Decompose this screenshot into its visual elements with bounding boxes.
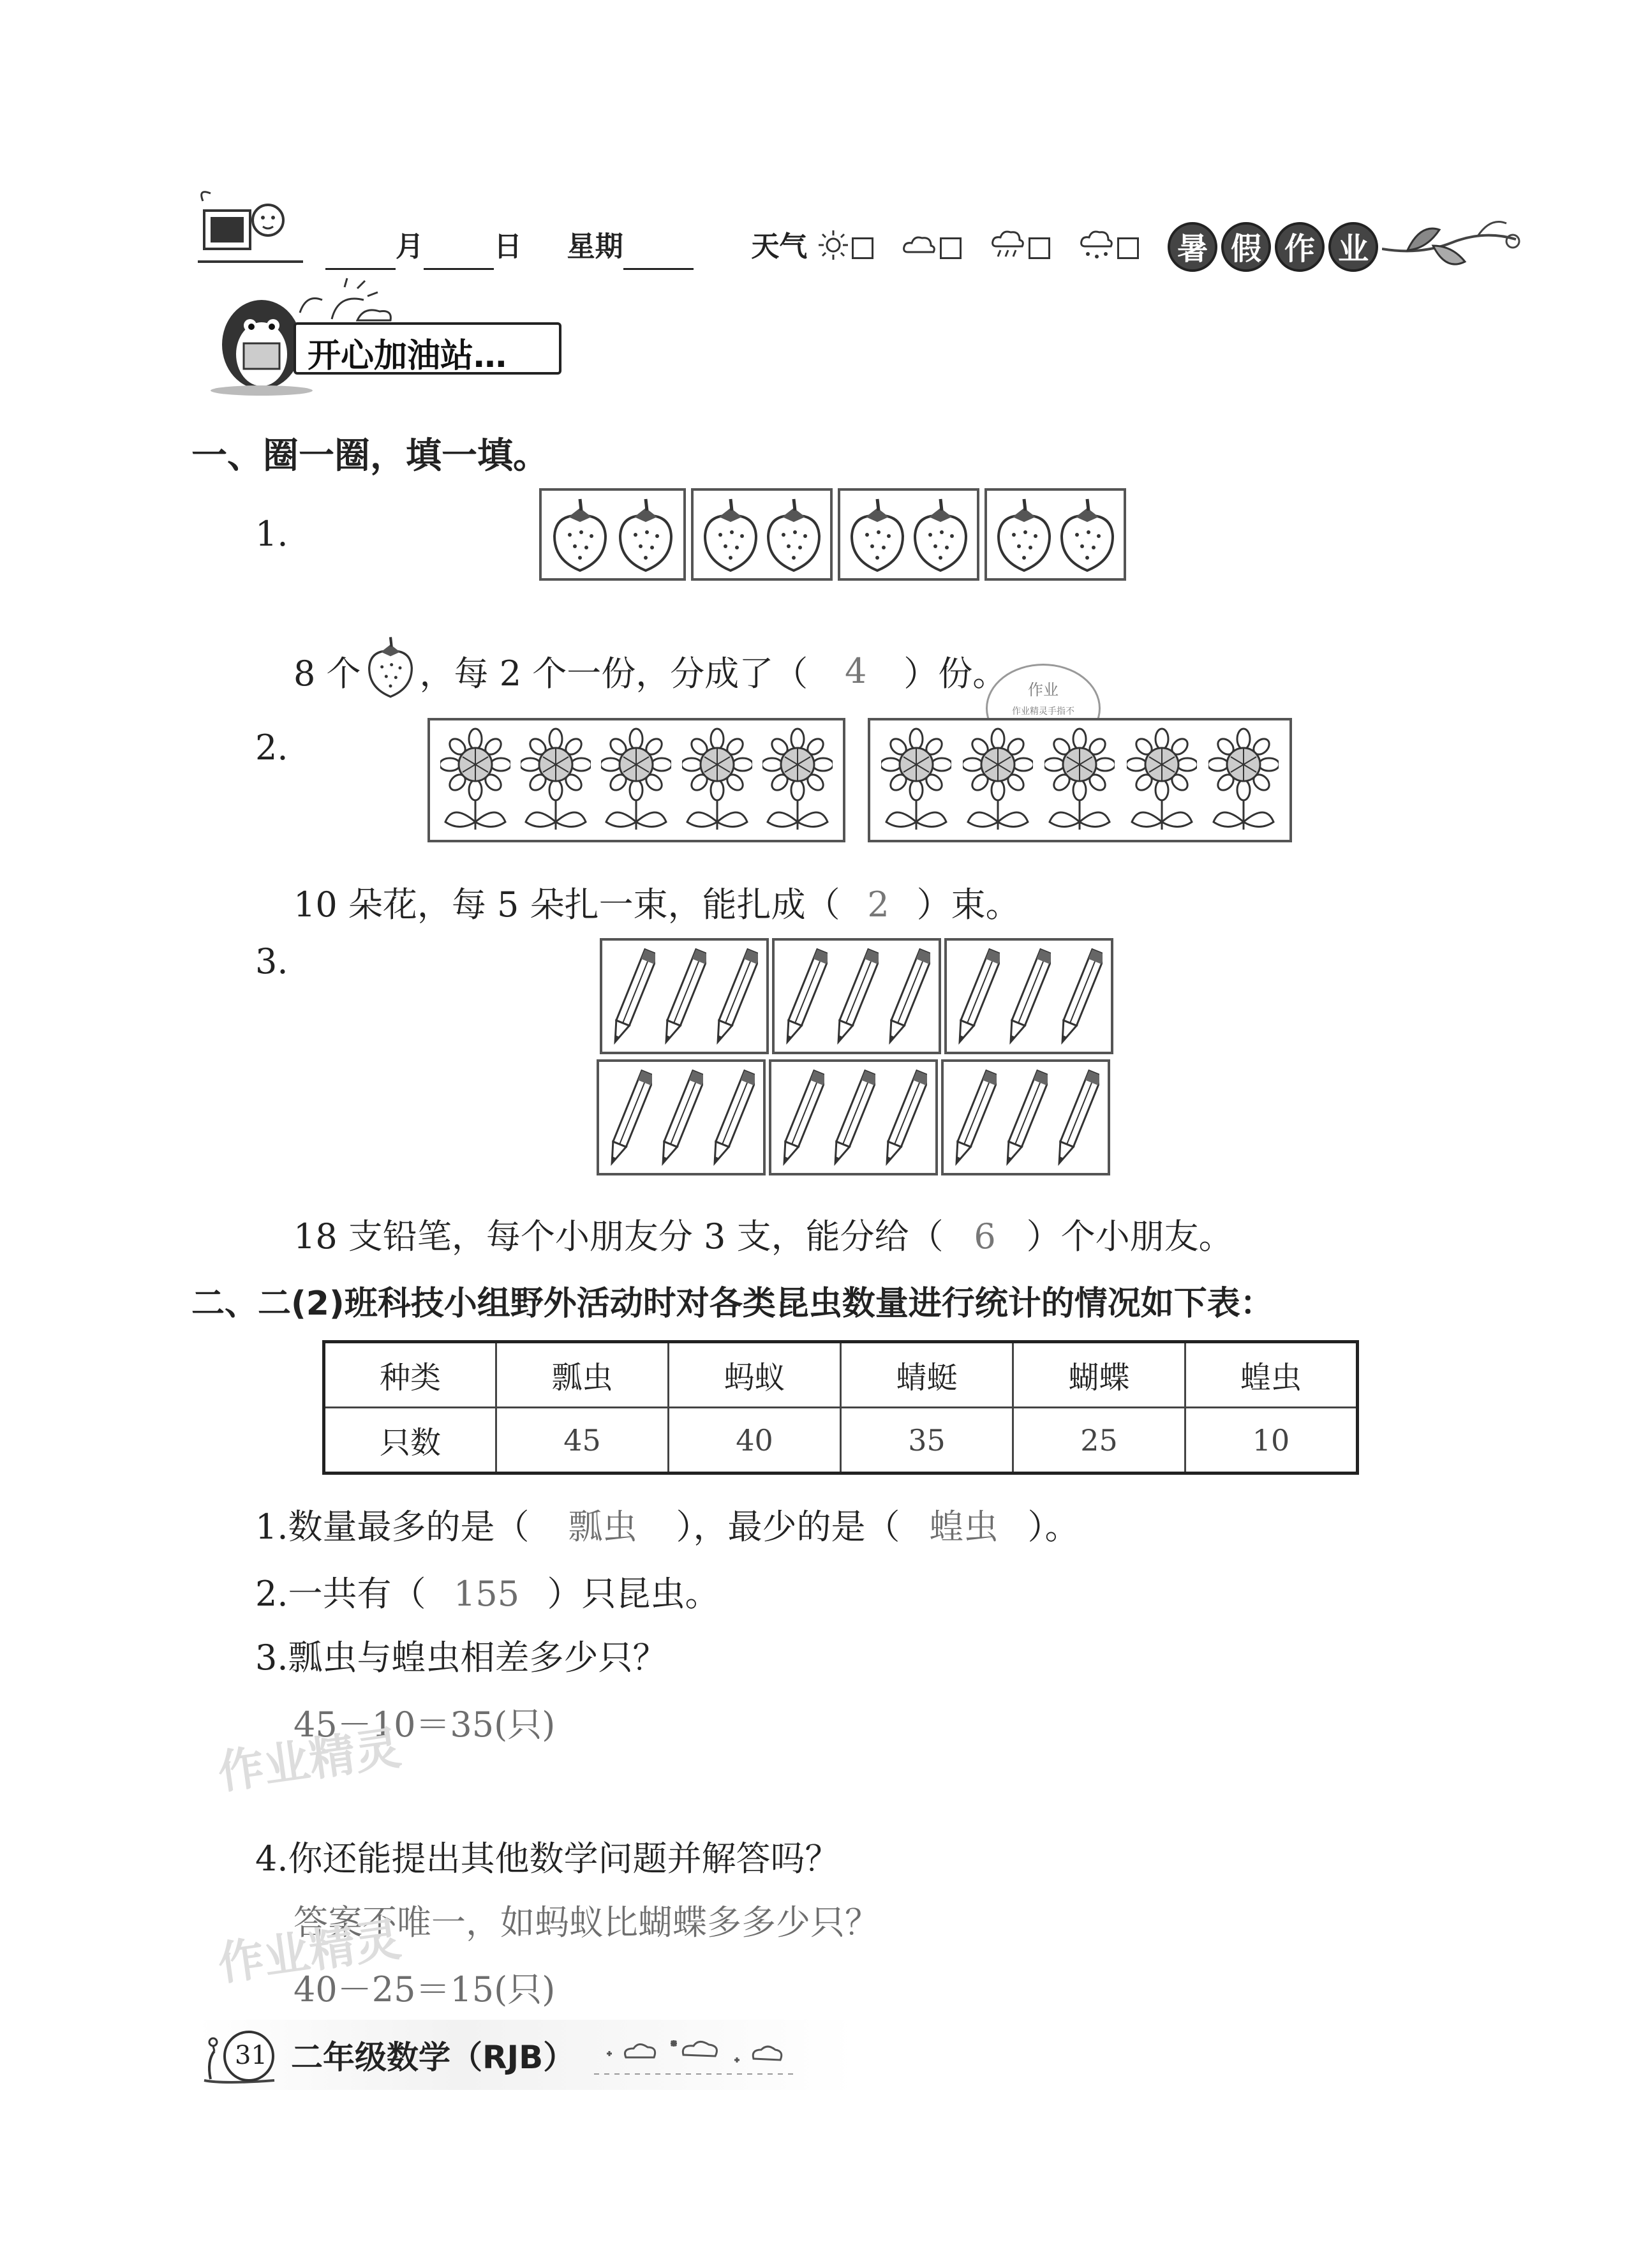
pencil-icon [1058, 942, 1103, 1050]
table-cell: 种类 [324, 1342, 496, 1408]
table-cell: 蝴蝶 [1013, 1342, 1185, 1408]
pencil-group-3[interactable] [944, 938, 1113, 1054]
q1-text-a: 8 个 [293, 653, 361, 694]
day-label: 日 [494, 230, 522, 263]
strawberry-icon [549, 496, 611, 573]
pencil-icon [710, 1063, 755, 1172]
q2-answer[interactable]: 2 [867, 884, 889, 925]
table-cell: 只数 [324, 1408, 496, 1473]
sunflower-icon [1044, 726, 1115, 835]
day-blank[interactable] [424, 244, 494, 270]
table-cell: 10 [1185, 1408, 1358, 1473]
subject-label: 二年级数学（RJB） [291, 2039, 576, 2076]
q3-number: 3. [255, 941, 288, 981]
rain-checkbox[interactable] [1029, 237, 1050, 259]
sunny-icon [817, 229, 849, 268]
sunflower-icon [881, 726, 951, 835]
p2-q1-answer-a[interactable]: 瓢虫 [568, 1507, 637, 1547]
p2-q1-text-c: ）。 [1027, 1507, 1080, 1547]
sunflower-icon [762, 726, 833, 835]
table-cell: 25 [1013, 1408, 1185, 1473]
sunflower-groups [427, 718, 1295, 846]
q3-answer[interactable]: 6 [974, 1216, 996, 1257]
table-cell: 35 [841, 1408, 1013, 1473]
pencil-group-2[interactable] [772, 938, 941, 1054]
strawberry-icon [847, 496, 908, 573]
sunflower-group-1[interactable] [427, 718, 845, 842]
table-cell: 蝗虫 [1185, 1342, 1358, 1408]
badge-char: 假 [1221, 222, 1271, 272]
month-blank[interactable] [325, 244, 396, 270]
p2-q4-answer-line1[interactable]: 答案不唯一，如蚂蚁比蝴蝶多多少只？ [293, 1902, 879, 1943]
pencil-icon [662, 942, 706, 1050]
q1-statement [293, 635, 1007, 707]
stamp-top: 作业 [1028, 681, 1059, 699]
footer [198, 2020, 855, 2090]
p2-q1 [255, 1500, 1080, 1549]
q1-text-b: ，每 2 个一份，分成了（ [419, 653, 808, 694]
cloud-star-decoration-icon [594, 2028, 798, 2082]
leaf-vine-icon [1382, 211, 1522, 283]
sunflower-icon [601, 726, 671, 835]
pencil-icon [834, 942, 879, 1050]
pencil-icon [783, 942, 828, 1050]
q1-number: 1. [255, 514, 288, 554]
snow-checkbox[interactable] [1117, 237, 1139, 259]
badge-char: 业 [1328, 222, 1378, 272]
table-row [324, 1408, 1358, 1473]
p2-q4-answer-line2[interactable]: 40－25＝15(只) [293, 1969, 556, 2010]
p2-q2-text-a: 2.一共有（ [255, 1574, 426, 1614]
pencil-group-4[interactable] [597, 1059, 766, 1175]
sunflower-icon [1127, 726, 1197, 835]
sunflower-group-2[interactable] [868, 718, 1292, 842]
snow-icon [1079, 227, 1115, 270]
sunflower-icon [440, 726, 510, 835]
strawberry-icon [993, 496, 1055, 573]
strawberry-icon [615, 496, 676, 573]
pencil-icon [831, 1063, 875, 1172]
table-cell: 蜻蜓 [841, 1342, 1013, 1408]
sunflower-icon [1208, 726, 1279, 835]
weekday-blank[interactable] [623, 244, 694, 270]
q3-statement [293, 1209, 1233, 1258]
q2-number: 2. [255, 727, 288, 768]
sunflower-icon [963, 726, 1033, 835]
date-weather-line [325, 223, 1139, 270]
q2-text-a: 10 朵花，每 5 朵扎一束，能扎成（ [293, 884, 840, 925]
q2-statement [293, 877, 1020, 927]
pencil-icon [955, 942, 1000, 1050]
pencil-group-6[interactable] [941, 1059, 1110, 1175]
stamp-middle: 作业精灵手指不 [1012, 706, 1074, 717]
pencil-icon [658, 1063, 703, 1172]
weekday-label: 星期 [567, 230, 623, 263]
weather-label: 天气 [751, 230, 808, 263]
p2-q3-answer[interactable]: 45－10＝35(只) [293, 1705, 556, 1745]
page-number: 31 [235, 2041, 267, 2070]
table-cell: 瓢虫 [496, 1342, 669, 1408]
summer-homework-badge [1168, 211, 1522, 283]
part1-title: 一、圈一圈，填一填。 [191, 435, 549, 477]
p2-q2 [255, 1567, 720, 1616]
month-label: 月 [396, 230, 424, 263]
table-row [324, 1342, 1358, 1408]
pencil-icon [1003, 1063, 1048, 1172]
strawberry-groups [539, 488, 1129, 584]
cloudy-icon [902, 229, 937, 268]
watermark: 作业精灵 [214, 1720, 405, 1800]
pencil-icon [1055, 1063, 1099, 1172]
pencil-icon [611, 942, 655, 1050]
rain-icon [990, 227, 1026, 270]
badge-char: 暑 [1168, 222, 1217, 272]
table-cell: 蚂蚁 [669, 1342, 841, 1408]
snail-icon [198, 2023, 287, 2087]
strawberry-icon [1057, 496, 1118, 573]
strawberry-inline-icon [365, 635, 416, 707]
pencil-icon [886, 942, 930, 1050]
pencil-groups [597, 938, 1120, 1181]
pencil-icon [780, 1063, 824, 1172]
q1-answer[interactable]: 4 [845, 651, 867, 691]
strawberry-group-3[interactable] [838, 488, 979, 581]
watermark: 作业精灵 [214, 1912, 405, 1991]
insect-count-table [322, 1340, 1359, 1475]
strawberry-icon [910, 496, 971, 573]
table-cell: 45 [496, 1408, 669, 1473]
sunflower-icon [521, 726, 591, 835]
sunny-checkbox[interactable] [852, 237, 873, 259]
sunflower-icon [682, 726, 752, 835]
q2-text-b: ）束。 [916, 884, 1020, 925]
pencil-icon [882, 1063, 927, 1172]
table-cell: 40 [669, 1408, 841, 1473]
pencil-icon [952, 1063, 997, 1172]
strawberry-icon [763, 496, 824, 573]
strawberry-group-1[interactable] [539, 488, 686, 581]
q3-text-b: ）个小朋友。 [1026, 1216, 1233, 1257]
pencil-group-5[interactable] [769, 1059, 938, 1175]
header-decoration-icon [191, 182, 306, 274]
p2-q2-text-b: ）只昆虫。 [547, 1574, 720, 1614]
part2-title: 二、二(2)班科技小组野外活动时对各类昆虫数量进行统计的情况如下表： [191, 1285, 1274, 1323]
strawberry-icon [700, 496, 761, 573]
p2-q2-answer[interactable]: 155 [453, 1574, 520, 1614]
strawberry-group-2[interactable] [691, 488, 833, 581]
p2-q1-text-a: 1.数量最多的是（ [255, 1507, 530, 1547]
q3-text-a: 18 支铅笔，每个小朋友分 3 支，能分给（ [293, 1216, 944, 1257]
p2-q1-answer-b[interactable]: 蝗虫 [929, 1507, 999, 1547]
section-banner: 开心加油站… [293, 322, 561, 375]
cloudy-checkbox[interactable] [940, 237, 962, 259]
strawberry-group-4[interactable] [984, 488, 1126, 581]
pencil-icon [1006, 942, 1051, 1050]
badge-char: 作 [1275, 222, 1325, 272]
p2-q1-text-b: ），最少的是（ [676, 1507, 900, 1547]
p2-q3: 3.瓢虫与蝗虫相差多少只？ [255, 1638, 667, 1678]
q1-text-c: ）份。 [903, 653, 1007, 694]
sun-behind-cloud-icon [306, 274, 396, 328]
p2-q4: 4.你还能提出其他数学问题并解答吗？ [255, 1839, 840, 1879]
pencil-group-1[interactable] [600, 938, 769, 1054]
pencil-icon [713, 942, 758, 1050]
pencil-icon [607, 1063, 652, 1172]
